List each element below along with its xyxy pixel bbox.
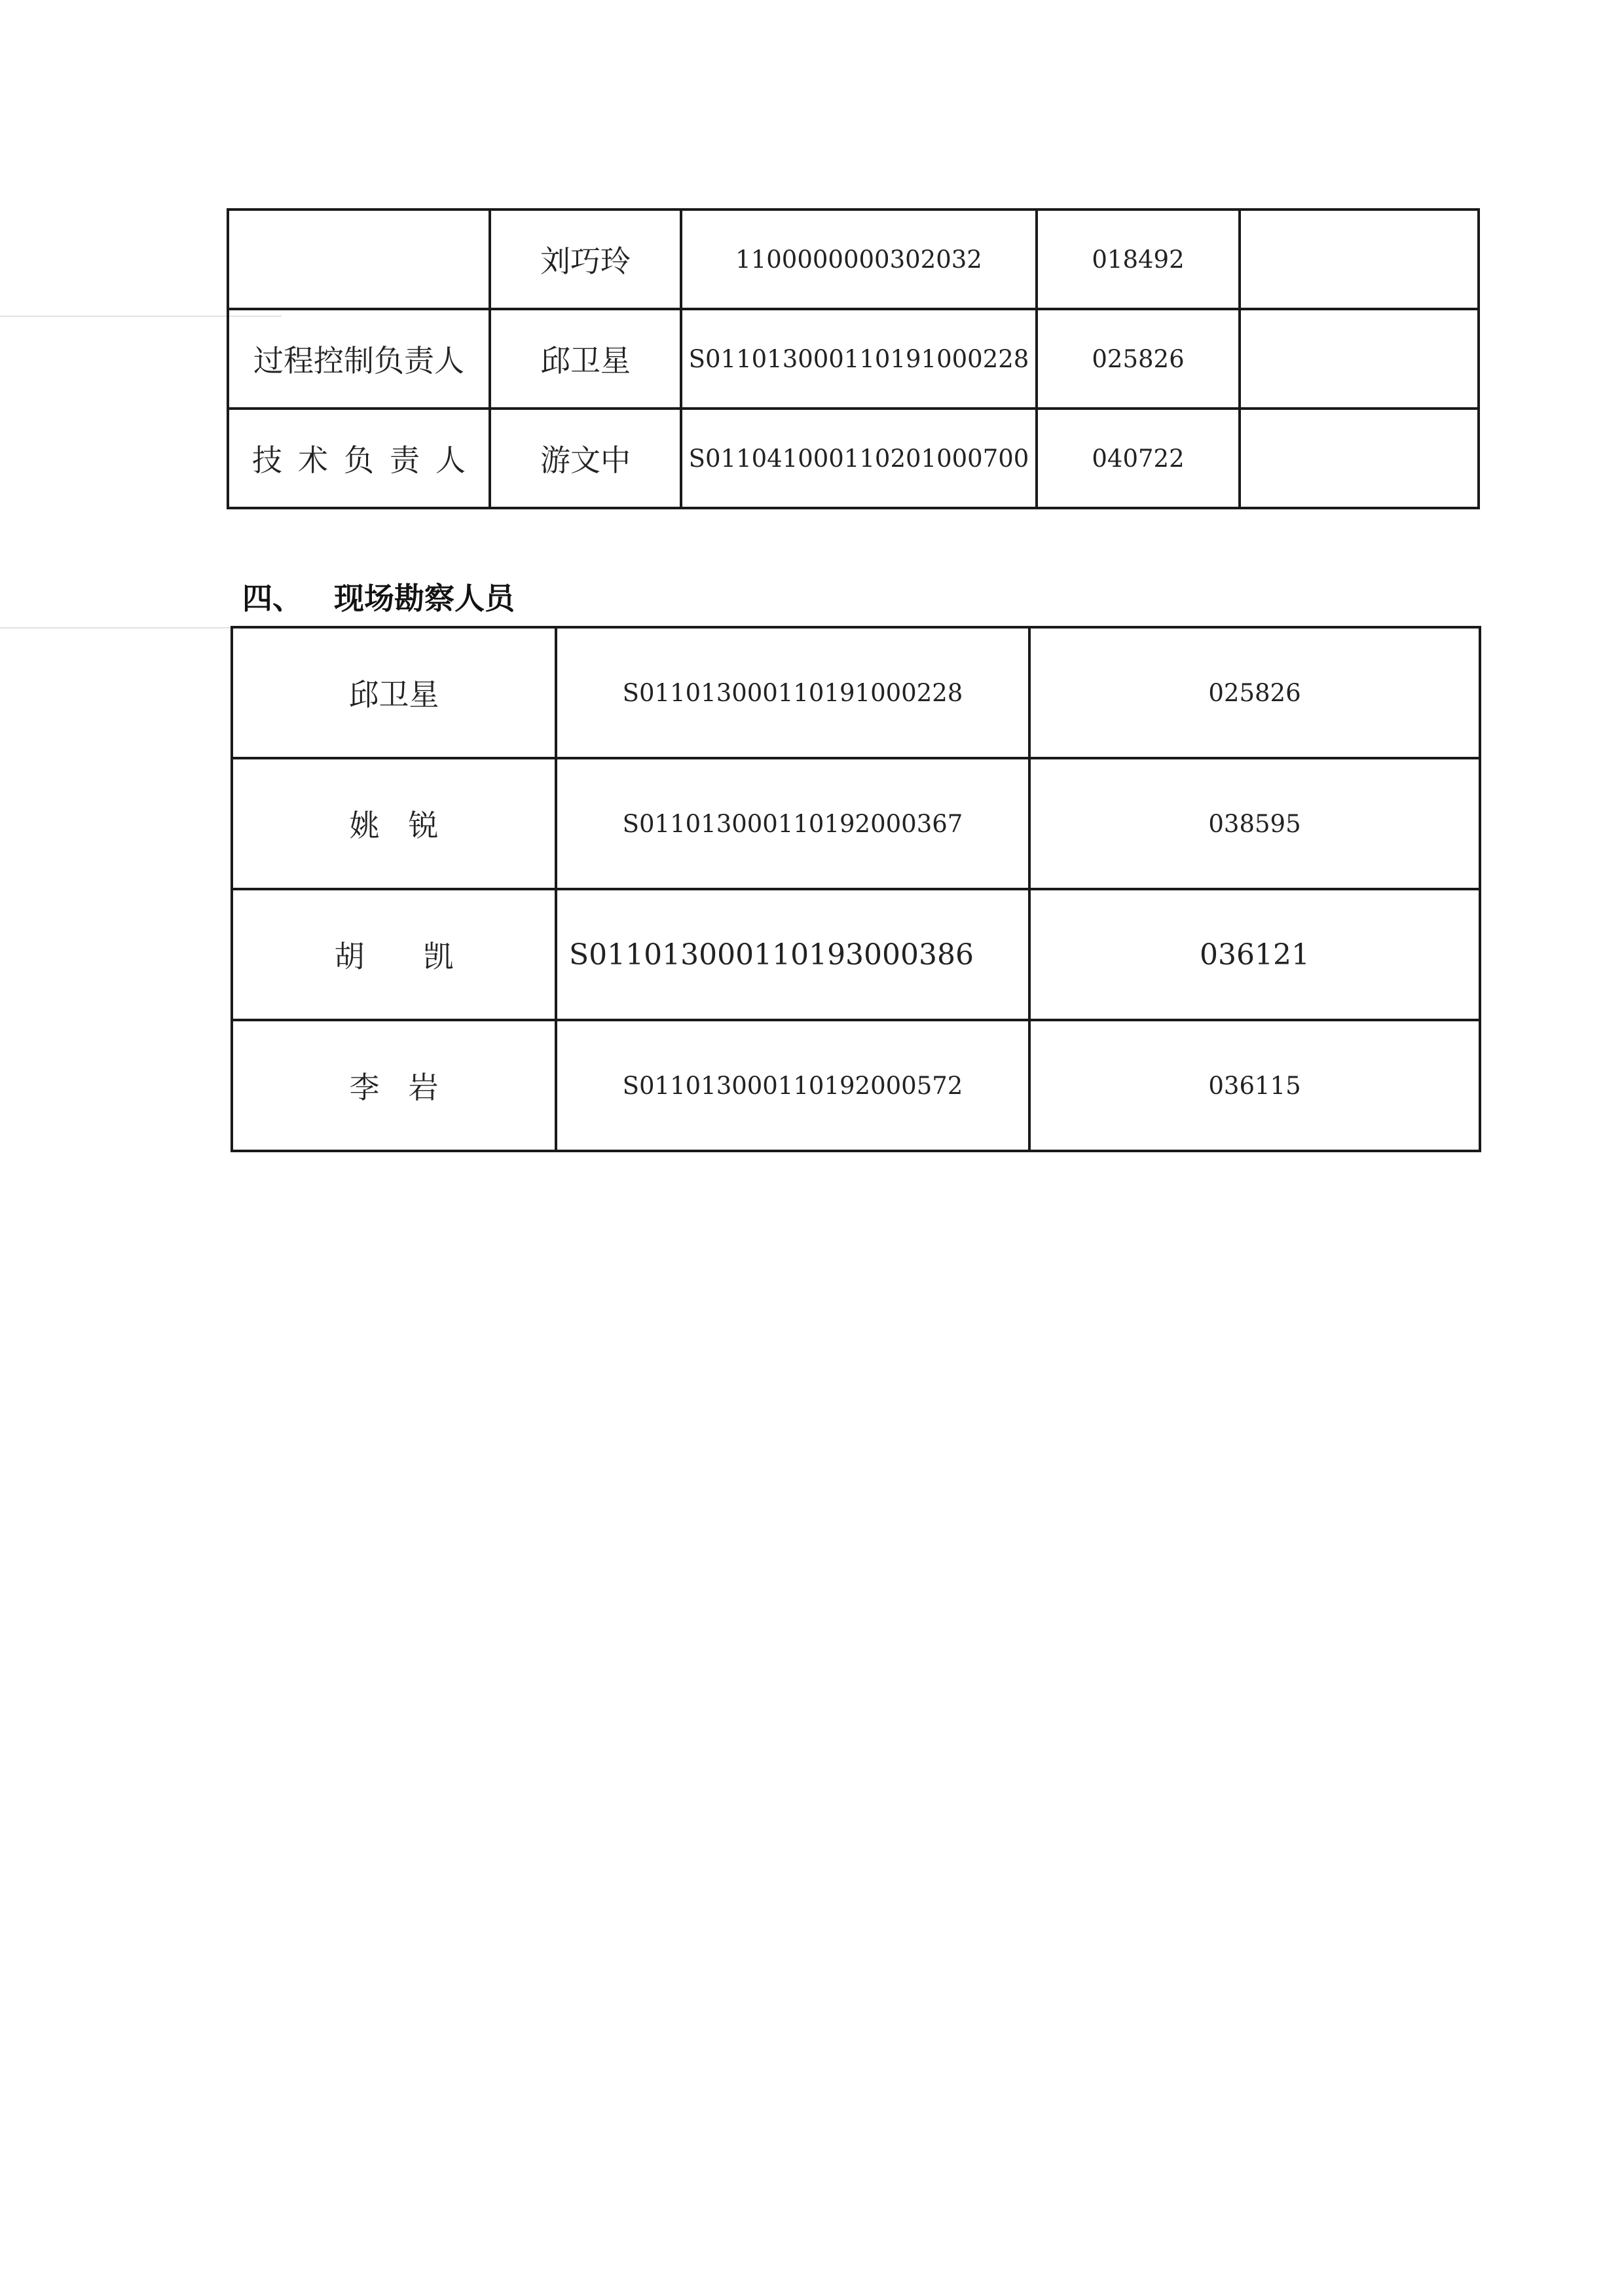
name-cell: 李岩 [232, 1020, 556, 1151]
personnel-table [227, 208, 1480, 509]
code-cell: 025826 [1029, 627, 1480, 758]
table-row [228, 409, 1479, 508]
table-row [228, 309, 1479, 409]
extra-cell [1240, 309, 1479, 409]
cert-number-cell: S011013000110193000386 [556, 889, 1029, 1020]
name-cell: 游文中 [490, 409, 681, 508]
cert-number-cell: S011041000110201000700 [681, 409, 1037, 508]
extra-cell [1240, 409, 1479, 508]
role-cell: 过程控制负责人 [228, 309, 490, 409]
role-cell: 技术负责人 [228, 409, 490, 508]
name-cell: 邱卫星 [232, 627, 556, 758]
table-row [232, 889, 1480, 1020]
cert-number-cell: S011013000110192000572 [556, 1020, 1029, 1151]
section-title: 现场勘察人员 [334, 581, 515, 616]
name-cell: 刘巧玲 [490, 210, 681, 309]
name-cell: 姚锐 [232, 758, 556, 889]
code-cell: 038595 [1029, 758, 1480, 889]
role-cell [228, 210, 490, 309]
cert-number-cell: S011013000110191000228 [556, 627, 1029, 758]
table-row [228, 210, 1479, 309]
code-cell: 036121 [1029, 889, 1480, 1020]
name-cell: 邱卫星 [490, 309, 681, 409]
section-number: 四、 [242, 581, 303, 616]
code-cell: 036115 [1029, 1020, 1480, 1151]
code-cell: 018492 [1037, 210, 1240, 309]
table-row [232, 758, 1480, 889]
code-cell: 040722 [1037, 409, 1240, 508]
name-cell: 胡凯 [232, 889, 556, 1020]
extra-cell [1240, 210, 1479, 309]
code-cell: 025826 [1037, 309, 1240, 409]
cert-number-cell: S011013000110191000228 [681, 309, 1037, 409]
site-survey-table [231, 626, 1481, 1152]
table-row [232, 1020, 1480, 1151]
cert-number-cell: 1100000000302032 [681, 210, 1037, 309]
table-row [232, 627, 1480, 758]
section-heading [242, 575, 515, 618]
cert-number-cell: S011013000110192000367 [556, 758, 1029, 889]
